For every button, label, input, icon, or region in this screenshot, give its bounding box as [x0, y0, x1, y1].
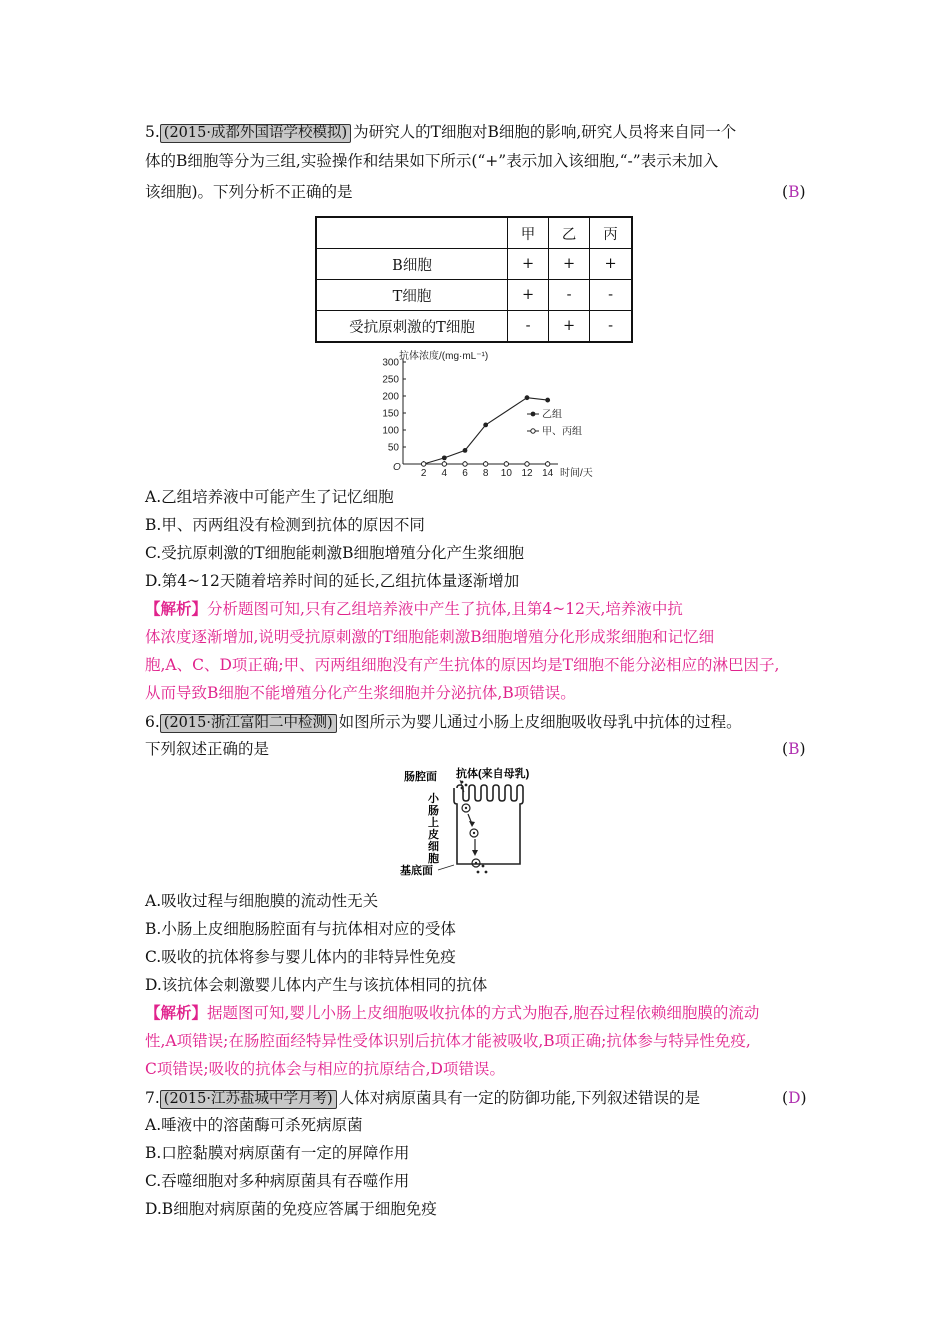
label-antibody: 抗体(来自母乳)	[456, 768, 530, 780]
q7-answer-letter: D	[788, 1089, 801, 1107]
label-cell-char: 皮	[428, 829, 439, 841]
vesicle-antibody	[473, 832, 475, 834]
q7-stem-text1: 人体对病原菌具有一定的防御功能,下列叙述错误的是	[338, 1089, 701, 1107]
antibody-dot	[461, 787, 464, 790]
table-cell: +	[549, 249, 590, 280]
epithelial-cell-outline	[454, 785, 523, 864]
q6-analysis-tag: 【解析】	[145, 1003, 208, 1022]
q6-answer	[782, 738, 806, 760]
table-cell: -	[590, 311, 632, 343]
table-cell: -	[508, 311, 549, 343]
table-row	[316, 280, 632, 311]
q6-source-badge: (2015·浙江富阳二中检测)	[160, 714, 337, 733]
antibody-dot	[465, 784, 468, 787]
series-point	[483, 423, 488, 428]
q7-number: 7.	[145, 1089, 160, 1107]
y-tick-label: 150	[382, 408, 399, 420]
q7-answer-open: (	[782, 1089, 789, 1107]
q6-analysis-line1	[145, 1002, 759, 1024]
legend-label: 乙组	[542, 409, 562, 421]
series-point	[442, 455, 447, 460]
table-header-row	[316, 217, 632, 249]
q6-option-a: A.吸收过程与细胞膜的流动性无关	[145, 892, 379, 910]
x-tick-label: 2	[420, 468, 427, 479]
q5-answer-open: (	[782, 183, 789, 201]
q5-answer	[782, 181, 806, 203]
q7-option-c: C.吞噬细胞对多种病原菌具有吞噬作用	[145, 1172, 410, 1190]
y-tick-label: 250	[382, 374, 399, 386]
y-axis-label: 抗体浓度/(mg·mL⁻¹)	[399, 351, 489, 362]
q5-analysis-line2: 体浓度逐渐增加,说明受抗原刺激的T细胞能刺激B细胞增殖分化形成浆细胞和记忆细	[145, 628, 715, 646]
q6-answer-open: (	[782, 740, 789, 758]
q5-analysis-tag: 【解析】	[145, 599, 208, 618]
legend-marker	[531, 412, 536, 417]
origin-label: O	[393, 462, 401, 473]
x-tick-label: 12	[521, 468, 533, 479]
y-tick-label: 100	[382, 425, 399, 437]
label-cell-char: 肠	[428, 805, 439, 817]
q7-answer	[782, 1087, 807, 1109]
q5-experiment-table	[315, 216, 633, 343]
label-cell-char: 小	[428, 793, 439, 805]
q6-number: 6.	[145, 713, 160, 731]
x-tick-label: 8	[482, 468, 489, 479]
table-cell: B细胞	[316, 249, 508, 280]
label-cell-char: 胞	[428, 853, 439, 865]
label-cell-char: 上	[428, 817, 439, 829]
label-cell-char: 细	[428, 841, 439, 853]
table-cell: T细胞	[316, 280, 508, 311]
table-cell: 受抗原刺激的T细胞	[316, 311, 508, 343]
table-cell: +	[590, 249, 632, 280]
q5-analysis-line1	[145, 598, 683, 620]
series-point	[463, 448, 468, 453]
base-pointer-line	[438, 865, 454, 870]
table-header-cell: 乙	[549, 217, 590, 249]
series-point	[421, 462, 425, 466]
q5-option-a: A.乙组培养液中可能产生了记忆细胞	[145, 488, 394, 506]
table-cell: -	[590, 280, 632, 311]
table-cell: +	[508, 280, 549, 311]
q6-stem-text1: 如图所示为婴儿通过小肠上皮细胞吸收母乳中抗体的过程。	[338, 713, 742, 731]
antibody-dot	[482, 865, 485, 868]
label-lumen: 肠腔面	[404, 771, 437, 783]
q6-answer-close: )	[799, 740, 806, 758]
label-cell-vertical	[428, 791, 440, 865]
q6-stem-line2: 下列叙述正确的是	[145, 740, 270, 758]
table-cell: +	[549, 311, 590, 343]
label-base: 基底面	[400, 865, 433, 877]
table-cell: +	[508, 249, 549, 280]
series-point	[545, 462, 549, 466]
series-point	[442, 462, 446, 466]
q5-analysis-line3: 胞,A、C、D项正确;甲、丙两组细胞没有产生抗体的原因均是T细胞不能分泌相应的淋巴因子,	[145, 656, 780, 674]
x-tick-label: 10	[500, 468, 512, 479]
q7-option-a: A.唾液中的溶菌酶可杀死病原菌	[145, 1116, 363, 1134]
x-tick-label: 4	[441, 468, 448, 479]
series-point	[525, 395, 530, 400]
q7-source-badge: (2015·江苏盐城中学月考)	[160, 1090, 337, 1109]
q5-option-d: D.第4~12天随着培养时间的延长,乙组抗体量逐渐增加	[145, 572, 520, 590]
arrow-head	[469, 821, 475, 827]
q5-stem-line1	[145, 121, 736, 143]
antibody-dot	[477, 871, 480, 874]
chart-marks	[421, 395, 582, 466]
table-header-cell: 丙	[590, 217, 632, 249]
table-row	[316, 311, 632, 343]
series-point	[483, 462, 487, 466]
arrow-head	[472, 850, 478, 856]
q5-stem-line3: 该细胞)。下列分析不正确的是	[145, 183, 353, 201]
q6-analysis-text1: 据题图可知,婴儿小肠上皮细胞吸收抗体的方式为胞吞,胞吞过程依赖细胞膜的流动	[207, 1004, 760, 1022]
legend-marker	[531, 429, 535, 433]
legend-label: 甲、丙组	[542, 426, 582, 438]
q5-answer-close: )	[799, 183, 806, 201]
q5-number: 5.	[145, 123, 160, 141]
antibody-dot	[485, 871, 488, 874]
q5-answer-letter: B	[788, 183, 800, 201]
vesicle-antibody	[475, 862, 477, 864]
q7-option-d: D.B细胞对病原菌的免疫应答属于细胞免疫	[145, 1200, 437, 1218]
table-row	[316, 249, 632, 280]
series-point	[545, 398, 550, 403]
series-point	[504, 462, 508, 466]
x-axis-label: 时间/天	[560, 468, 593, 479]
series-point	[463, 462, 467, 466]
q5-source-badge: (2015·成都外国语学校模拟)	[160, 124, 351, 143]
q5-analysis-line4: 从而导致B细胞不能增殖分化产生浆细胞并分泌抗体,B项错误。	[145, 684, 576, 702]
q5-stem-text1: 为研究人的T细胞对B细胞的影响,研究人员将来自同一个	[353, 123, 737, 141]
antibody-dot	[461, 781, 464, 784]
x-tick-label: 6	[462, 468, 468, 479]
q6-option-c: C.吸收的抗体将参与婴儿体内的非特异性免疫	[145, 948, 456, 966]
intestinal-epithelium-diagram	[398, 766, 548, 886]
vesicle-antibody	[465, 807, 467, 809]
q5-option-c: C.受抗原刺激的T细胞能刺激B细胞增殖分化产生浆细胞	[145, 544, 524, 562]
q5-stem-line2: 体的B细胞等分为三组,实验操作和结果如下所示(“+”表示加入该细胞,“-”表示未加入	[145, 152, 719, 170]
y-tick-label: 300	[382, 357, 399, 369]
y-tick-label: 50	[387, 442, 399, 454]
q6-option-b: B.小肠上皮细胞肠腔面有与抗体相对应的受体	[145, 920, 456, 938]
table-header-cell	[316, 217, 508, 249]
q6-stem-line1	[145, 711, 742, 733]
antibody-concentration-chart	[355, 350, 595, 482]
q7-option-b: B.口腔黏膜对病原菌有一定的屏障作用	[145, 1144, 410, 1162]
q5-analysis-text1: 分析题图可知,只有乙组培养液中产生了抗体,且第4~12天,培养液中抗	[207, 600, 683, 618]
x-tick-label: 14	[542, 468, 554, 479]
q6-analysis-line2: 性,A项错误;在肠腔面经特异性受体识别后抗体才能被吸收,B项正确;抗体参与特异性免疫,	[145, 1032, 751, 1050]
q5-option-b: B.甲、丙两组没有检测到抗体的原因不同	[145, 516, 425, 534]
q6-option-d: D.该抗体会刺激婴儿体内产生与该抗体相同的抗体	[145, 976, 488, 994]
table-header-cell: 甲	[508, 217, 549, 249]
table-cell: -	[549, 280, 590, 311]
q6-answer-letter: B	[788, 740, 800, 758]
series-point	[525, 462, 529, 466]
q7-answer-close: )	[800, 1089, 807, 1107]
q6-analysis-line3: C项错误;吸收的抗体会与相应的抗原结合,D项错误。	[145, 1060, 505, 1078]
q7-stem-line1	[145, 1087, 700, 1109]
y-tick-label: 200	[382, 391, 399, 403]
